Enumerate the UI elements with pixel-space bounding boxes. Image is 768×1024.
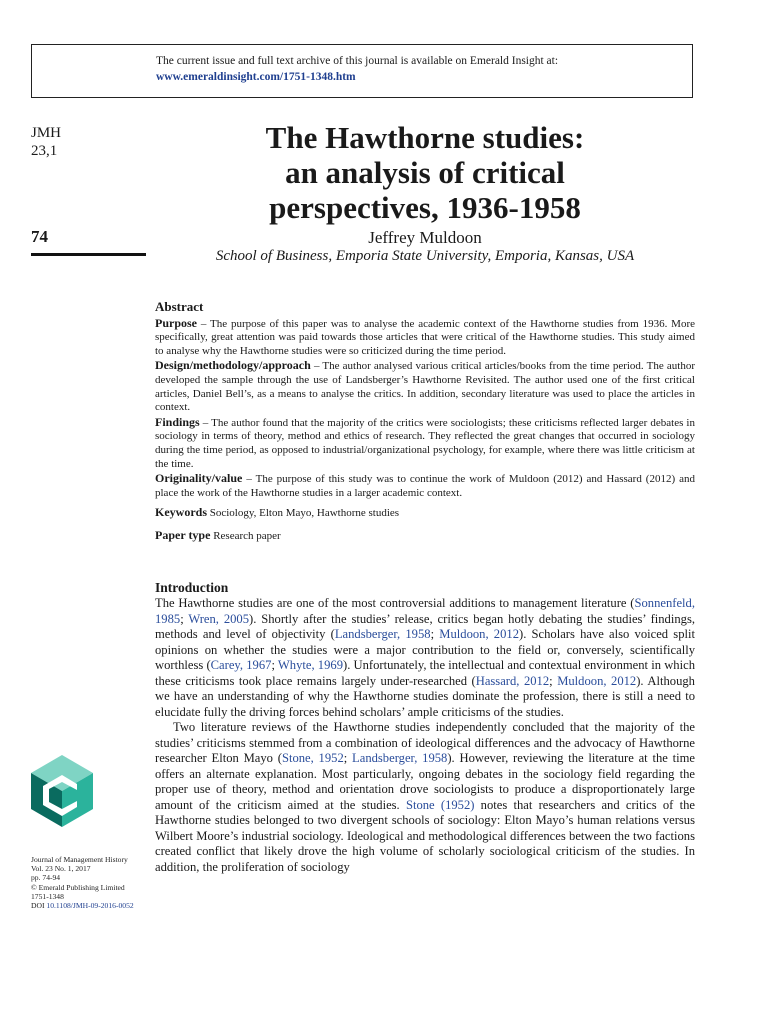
keywords-label: Keywords <box>155 505 207 520</box>
citation-link[interactable]: Stone (1952) <box>405 797 475 812</box>
citation-link[interactable]: Muldoon, 2012 <box>557 673 637 688</box>
journal-info-line: Vol. 23 No. 1, 2017 <box>31 864 91 874</box>
paragraph-text: ). However, reviewing the literature at the time offers an alternate explanation. Most particularly, ongoing debates in the sociology field regarding the proper use of theory, method and orientation drove sociologists to produce a disproportionately large amount of the criticism aimed at the studies. <box>155 751 695 812</box>
abstract-section <box>155 300 695 545</box>
citation-link[interactable]: Whyte, 1969 <box>277 658 343 672</box>
journal-info-line: Journal of Management History <box>31 855 128 864</box>
purpose-text: – The purpose of this paper was to analyse the academic context of the Hawthorne studies from 1936. More specifically, great attention was paid towards those articles that were critical of the Hawthorne studies. This study aimed to analyse why the Hawthorne studies were so criticized during the time period. <box>155 317 695 357</box>
doi-prefix: DOI <box>31 901 47 911</box>
journal-volume: 23,1 <box>31 143 58 159</box>
paragraph-text: Two literature reviews of the Hawthorne studies independently concluded that the majority of the studies’ criticisms stemmed from a combination of ideological differences and the advocacy of Hawthorne researcher Elton Mayo ( <box>155 720 695 765</box>
purpose-label: Purpose <box>155 315 197 330</box>
intro-paragraph-2 <box>155 720 695 875</box>
paragraph-text: ; <box>343 751 353 765</box>
citation-link[interactable]: Muldoon, 2012 <box>439 627 519 641</box>
doi-line <box>31 901 134 910</box>
abstract-findings <box>155 416 695 471</box>
journal-info-line: 1751-1348 <box>31 891 64 901</box>
abstract-keywords <box>155 506 695 521</box>
journal-url-link[interactable]: www.emeraldinsight.com/1751-1348.htm <box>156 71 356 83</box>
abstract-purpose <box>155 317 695 359</box>
paragraph-text: ; <box>180 611 189 626</box>
introduction-section <box>155 580 695 875</box>
keywords-text: Sociology, Elton Mayo, Hawthorne studies <box>207 507 400 520</box>
findings-text: – The author found that the majority of the critics were sociologists; these criticisms reflected larger debates in sociology in terms of theory, method and ethics of research. They reflected the great changes that occurred in sociology during the time period, as opposed to industrial/organizational psychology, for example, where there was little criticism at the time. <box>155 416 695 470</box>
design-text: – The author analysed various critical articles/books from the time period. The author developed the sample through the use of Landsberger’s Hawthorne Revisited. The author used one of the first critical articles, Daniel Bell’s, as a means to analyse the critics. In addition, secondary literature was used to place the articles in context. <box>155 360 695 414</box>
title-line: The Hawthorne studies: <box>265 120 585 155</box>
journal-code <box>31 124 61 160</box>
journal-info <box>31 855 134 910</box>
abstract-originality <box>155 472 695 500</box>
citation-link[interactable]: Wren, 2005 <box>188 611 250 626</box>
abstract-design <box>155 359 695 414</box>
paper-type-text: Research paper <box>210 529 281 542</box>
abstract-paper-type <box>155 529 695 544</box>
notice-text: The current issue and full text archive of this journal is available on Emerald Insight at: <box>156 55 559 67</box>
citation-link[interactable]: Sonnenfeld, 1985 <box>155 596 695 626</box>
title-line: perspectives, 1936-1958 <box>269 190 581 225</box>
author-affiliation: School of Business, Emporia State University, Emporia, Kansas, USA <box>215 248 635 264</box>
paragraph-text: ). Although we have an understanding of why the Hawthorne studies dominate the profession, there is still a need to elucidate fully the driving forces behind scholars’ ample criticisms of the studies. <box>155 673 695 719</box>
paragraph-text: ; <box>549 673 558 688</box>
findings-label: Findings <box>155 414 200 429</box>
page-number-rule <box>31 253 146 256</box>
doi-link[interactable]: 10.1108/JMH-09-2016-0052 <box>46 901 134 911</box>
originality-text: – The purpose of this study was to continue the work of Muldoon (2012) and Hassard (2012) and place the work of the Hawthorne studies in a larger academic context. <box>155 473 695 499</box>
paragraph-text: ). Scholars have also voiced split opinions on whether the studies were a major contribution to the field or, conversely, scientifically worthless ( <box>155 627 695 672</box>
journal-info-line: © Emerald Publishing Limited <box>31 882 125 892</box>
abstract-heading: Abstract <box>155 299 204 314</box>
paragraph-text: ). Unfortunately, the intellectual and contextual environment in which these criticisms took place remains largely under-researched ( <box>155 658 695 688</box>
access-notice <box>31 44 693 98</box>
citation-link[interactable]: Stone, 1952 <box>281 751 344 765</box>
author-name: Jeffrey Muldoon <box>368 228 482 247</box>
paper-type-label: Paper type <box>155 527 211 542</box>
paragraph-text: ; <box>430 627 440 641</box>
paragraph-text: The Hawthorne studies are one of the most controversial additions to management literature ( <box>155 596 635 610</box>
journal-info-line: pp. 74-94 <box>31 873 61 883</box>
paragraph-text: ). Shortly after the studies’ release, critics began hotly debating the studies’ findings, methods and level of objectivity ( <box>155 611 695 641</box>
emerald-logo-icon <box>31 755 93 827</box>
paper-title <box>160 120 690 225</box>
citation-link[interactable]: Hassard, 2012 <box>475 673 550 688</box>
journal-abbrev: JMH <box>31 125 62 141</box>
citation-link[interactable]: Landsberger, 1958 <box>334 627 431 641</box>
originality-label: Originality/value <box>155 471 243 486</box>
paragraph-text: notes that researchers and critics of the Hawthorne studies belonged to two divergent schools of sociology: Elton Mayo’s human relations versus Wilbert Moore’s industrial sociology. Ideological and methodological differences between the two factions created conflict that likely drove the high volume of scholarly sociological criticism of the studies. In addition, the proliferation of sociology <box>155 797 695 874</box>
introduction-heading: Introduction <box>155 580 229 595</box>
title-line: an analysis of critical <box>285 155 565 190</box>
citation-link[interactable]: Landsberger, 1958 <box>352 751 448 765</box>
page-number: 74 <box>31 227 48 246</box>
paragraph-text: ; <box>271 658 278 672</box>
citation-link[interactable]: Carey, 1967 <box>210 658 272 672</box>
design-label: Design/methodology/approach <box>155 358 311 373</box>
intro-paragraph-1 <box>155 596 695 720</box>
